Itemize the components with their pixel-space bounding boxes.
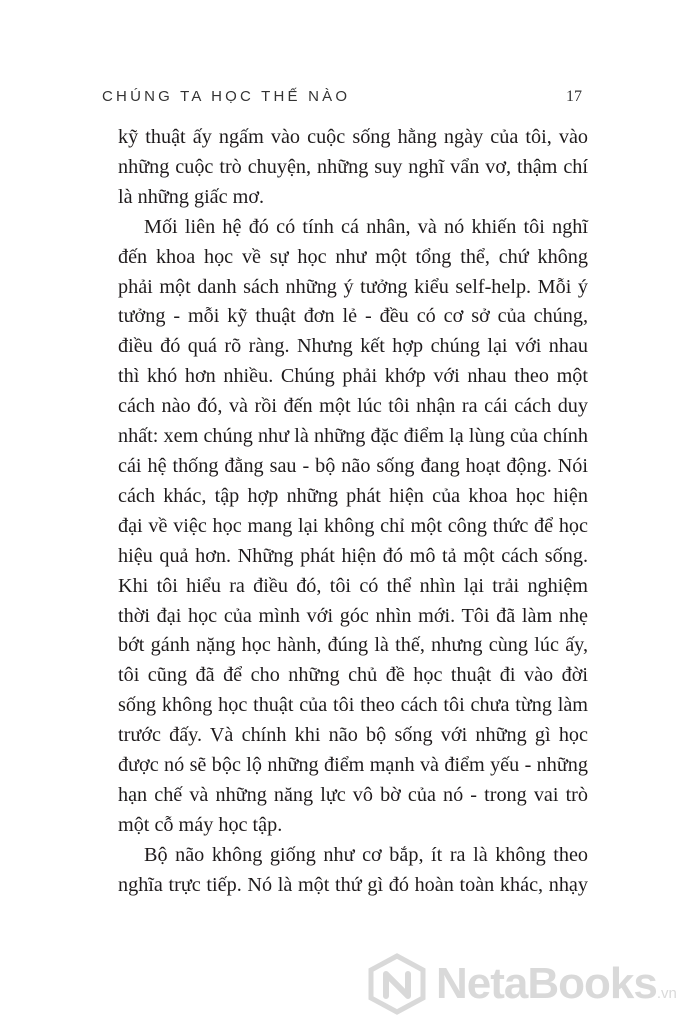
text-line: tưởng - mỗi kỹ thuật đơn lẻ - đều có cơ sở của chúng, [118,305,588,328]
text-line: hạn chế và những năng lực vô bờ của nó - trong vai trò [118,783,588,806]
netabooks-logo-icon [366,953,428,1015]
text-line: cách nào đó, và rồi đến một lúc tôi nhận ra cái cách duy [118,395,588,418]
chapter-title: CHÚNG TA HỌC THẾ NÀO [102,88,351,105]
text-line: điều đó quá rõ ràng. Nhưng kết hợp chúng lại với nhau [118,335,588,358]
text-line: là những giấc mơ. [118,185,265,208]
page-number: 17 [566,88,582,105]
text-line: hiệu quả hơn. Những phát hiện đó mô tả một cách sống. [118,544,588,567]
text-line: nghĩa trực tiếp. Nó là một thứ gì đó hoàn toàn khác, nhạy [118,873,588,896]
watermark-brand: NetaBooks.vn [436,959,677,1008]
text-line: Mối liên hệ đó có tính cá nhân, và nó khiến tôi nghĩ [144,215,588,238]
running-header [102,88,582,110]
text-line: phải một danh sách những ý tưởng kiểu self-help. Mỗi ý [118,275,588,298]
text-line: sống không học thuật của tôi theo cách tôi chưa từng làm [118,694,588,717]
text-line: bớt gánh nặng học hành, đúng là thế, nhưng cùng lúc ấy, [118,634,588,657]
text-line: đại về việc học mang lại không chỉ một công thức để học [118,514,588,537]
text-line: tôi cũng đã để cho những chủ đề học thuật đi vào đời [118,664,588,687]
text-line: thì khó hơn nhiều. Chúng phải khớp với nhau theo một [118,365,588,388]
text-line: kỹ thuật ấy ngấm vào cuộc sống hằng ngày của tôi, vào [118,126,588,148]
text-line: nhất: xem chúng như là những đặc điểm lạ lùng của chính [118,425,588,448]
text-line: trước đấy. Và chính khi não bộ sống với những gì học [118,724,588,747]
body-text [118,123,588,901]
watermark-suffix: .vn [656,985,677,1002]
text-line: Bộ não không giống như cơ bắp, ít ra là không theo [144,843,588,866]
text-line: đến khoa học về sự học như một tổng thể, chứ không [118,245,588,268]
text-line: Khi tôi hiểu ra điều đó, tôi có thể nhìn lại trải nghiệm [118,574,588,597]
text-line: cái hệ thống đằng sau - bộ não sống đang hoạt động. Nói [118,454,588,477]
netabooks-watermark [366,946,696,1022]
text-line: những cuộc trò chuyện, những suy nghĩ vẩn vơ, thậm chí [118,155,588,178]
text-line: thời đại học của mình với góc nhìn mới. Tôi đã làm nhẹ [118,604,588,627]
text-line: một cỗ máy học tập. [118,813,283,836]
text-line: cách khác, tập hợp những phát hiện của khoa học hiện [118,484,588,507]
text-line: được nó sẽ bộc lộ những điểm mạnh và điểm yếu - những [118,754,588,777]
